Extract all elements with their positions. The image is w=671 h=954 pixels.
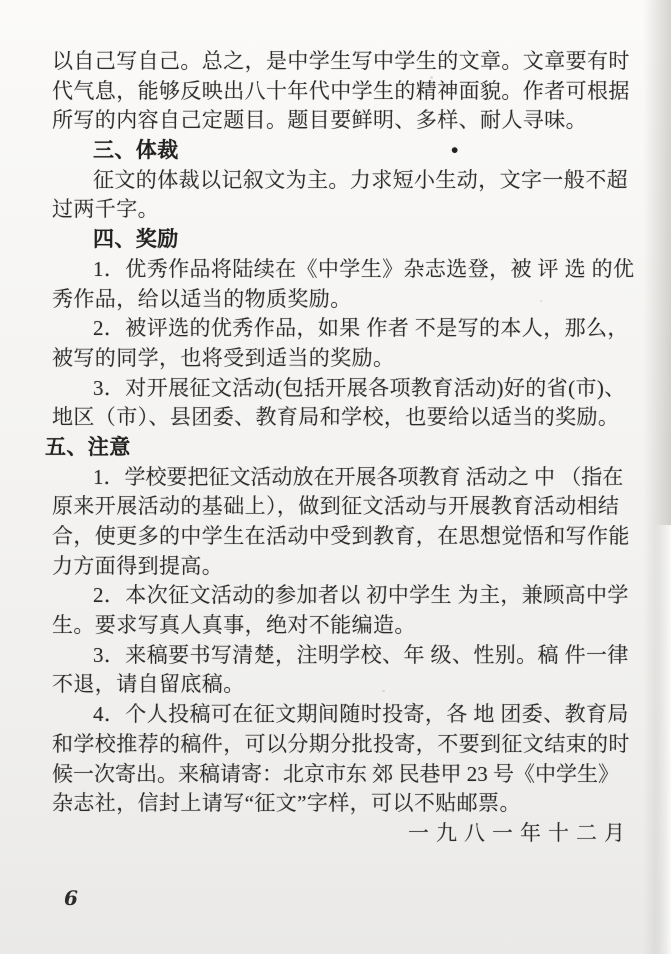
text-line: 原来开展活动的基础上），做到征文活动与开展教育活动相结 [52, 494, 620, 519]
text-line: 合，使更多的中学生在活动中受到教育，在思想觉悟和写作能 [52, 524, 630, 548]
text-line: 过两千字。 [52, 197, 159, 222]
text-line: 3．来稿要书写清楚，注明学校、年 级、性别。稿 件一律 [93, 642, 629, 667]
scan-speck [540, 300, 542, 302]
text-line: 1．优秀作品将陆续在《中学生》杂志选登，被 评 选 的优 [93, 256, 635, 281]
text-line: 以自己写自己。总之，是中学生写中学生的文章。文章要有时 [52, 49, 630, 73]
page-edge-highlight [655, 525, 671, 954]
text-line: 和学校推荐的稿件，可以分期分批投寄，不要到征文结束的时 [52, 731, 630, 756]
text-line: 所写的内容自己定题目。题目要鲜明、多样、耐人寻味。 [52, 108, 587, 133]
printed-dot-artifact: • [451, 138, 459, 163]
text-line: 力方面得到提高。 [52, 553, 224, 578]
text-line: 2．本次征文活动的参加者以 初中学生 为主，兼顾高中学 [93, 583, 629, 608]
text-line: 秀作品，给以适当的物质奖励。 [52, 286, 352, 311]
text-line: 1．学校要把征文活动放在开展各项教育 活动之 中 （指在 [93, 464, 624, 489]
section-heading-zhuyi: 五、注意 [45, 434, 131, 459]
section-heading-jiangli: 四、奖励 [93, 227, 179, 252]
text-line: 生。要求写真人真事，绝对不能编造。 [52, 613, 416, 638]
text-line: 4．个人投稿可在征文期间随时投寄，各 地 团委、教育局 [93, 702, 629, 727]
section-heading-label: 三、体裁 [93, 138, 179, 163]
text-line: 代气息，能够反映出八十年代中学生的精神面貌。作者可根据 [52, 78, 630, 103]
text-line: 候一次寄出。来稿请寄：北京市东 郊 民巷甲 23 号《中学生》 [52, 761, 619, 786]
text-line: 3．对开展征文活动(包括开展各项教育活动)好的省(市)、 [93, 375, 626, 400]
text-line: 地区（市）、县团委、教育局和学校，也要给以适当的奖励。 [52, 405, 620, 430]
text-line: 征文的体裁以记叙文为主。力求短小生动，文字一般不超 [93, 167, 628, 192]
scan-speck [118, 96, 120, 98]
page-number: 6 [64, 886, 78, 910]
text-line: 2．被评选的优秀作品，如果 作者 不是写的本人，那么， [93, 316, 629, 341]
text-line: 被写的同学，也将受到适当的奖励。 [52, 345, 395, 370]
section-heading-tlcai [52, 136, 634, 166]
text-line: 不退，请自留底稿。 [52, 672, 245, 697]
scan-speck [430, 76, 433, 79]
text-column [45, 47, 635, 849]
text-line: 杂志社，信封上请写“征文”字样，可以不贴邮票。 [52, 791, 521, 816]
date-line: 一九八一年十二月 [408, 820, 632, 845]
scan-speck [382, 690, 385, 692]
